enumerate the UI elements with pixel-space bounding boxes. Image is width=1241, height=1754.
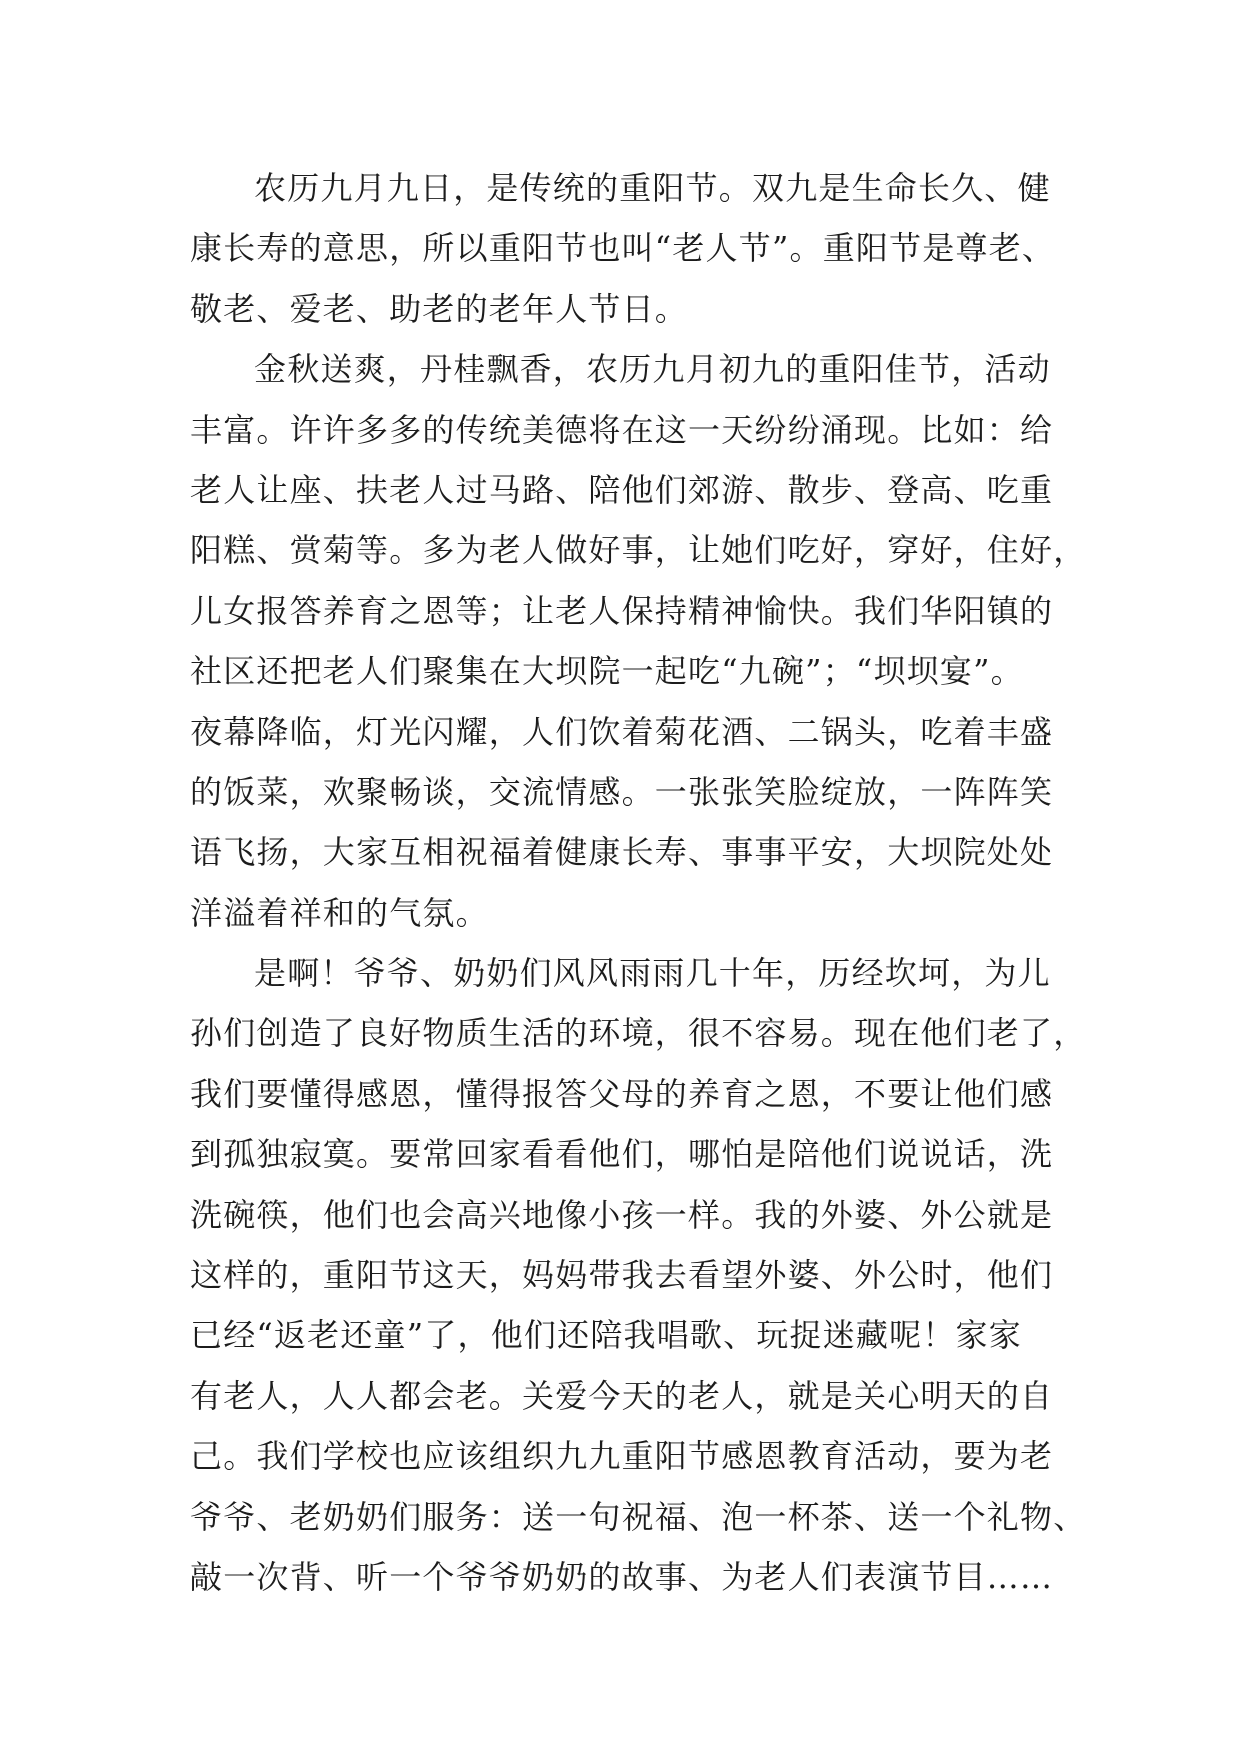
paragraph-1 [190, 158, 1070, 339]
text-line: 敬老、爱老、助老的老年人节日。 [190, 289, 689, 328]
text-line: 洋溢着祥和的气氛。 [190, 893, 489, 932]
text-line: 农历九月九日，是传统的重阳节。双九是生命长久、健 [254, 169, 1051, 207]
text-line: 语飞扬，大家互相祝福着健康长寿、事事平安，大坝院处处 [190, 833, 1054, 872]
text-line: 丰富。许许多多的传统美德将在这一天纷纷涌现。比如：给 [190, 410, 1054, 449]
text-line: 的饭菜，欢聚畅谈，交流情感。一张张笑脸绽放，一阵阵笑 [190, 772, 1054, 811]
text-line: 老人让座、扶老人过马路、陪他们郊游、散步、登高、吃重 [190, 470, 1054, 509]
paragraph-3 [190, 943, 1087, 1607]
paragraph-2 [190, 339, 1087, 943]
text-line: 是啊！爷爷、奶奶们风风雨雨几十年，历经坎坷，为儿 [254, 954, 1051, 993]
text-line: 儿女报答养育之恩等；让老人保持精神愉快。我们华阳镇的 [190, 591, 1054, 630]
text-line: 孙们创造了良好物质生活的环境，很不容易。现在他们老了， [190, 1014, 1087, 1053]
document-page [190, 158, 1087, 1607]
text-line: 洗碗筷，他们也会高兴地像小孩一样。我的外婆、外公就是 [190, 1195, 1054, 1234]
text-line: 我们要懂得感恩，懂得报答父母的养育之恩，不要让他们感 [190, 1074, 1054, 1113]
text-line: 己。我们学校也应该组织九九重阳节感恩教育活动，要为老 [190, 1437, 1054, 1476]
text-line: 到孤独寂寞。要常回家看看他们，哪怕是陪他们说说话，洗 [190, 1135, 1054, 1174]
text-line: 有老人，人人都会老。关爱今天的老人，就是关心明天的自 [190, 1376, 1054, 1415]
text-line: 金秋送爽，丹桂飘香，农历九月初九的重阳佳节，活动 [254, 350, 1051, 389]
text-line: 社区还把老人们聚集在大坝院一起吃“九碗”；“坝坝宴”。 [190, 652, 1024, 691]
text-line: 康长寿的意思，所以重阳节也叫“老人节”。重阳节是尊老、 [190, 229, 1056, 268]
text-line: 这样的，重阳节这天，妈妈带我去看望外婆、外公时，他们 [190, 1256, 1054, 1295]
text-line: 夜幕降临，灯光闪耀，人们饮着菊花酒、二锅头，吃着丰盛 [190, 712, 1054, 751]
text-line: 已经“返老还童”了，他们还陪我唱歌、玩捉迷藏呢！家家 [190, 1316, 1022, 1355]
text-line: 爷爷、老奶奶们服务：送一句祝福、泡一杯茶、送一个礼物、 [190, 1497, 1087, 1536]
text-line: 敲一次背、听一个爷爷奶奶的故事、为老人们表演节目…… [190, 1557, 1054, 1596]
text-line: 阳糕、赏菊等。多为老人做好事，让她们吃好，穿好，住好， [190, 531, 1087, 570]
